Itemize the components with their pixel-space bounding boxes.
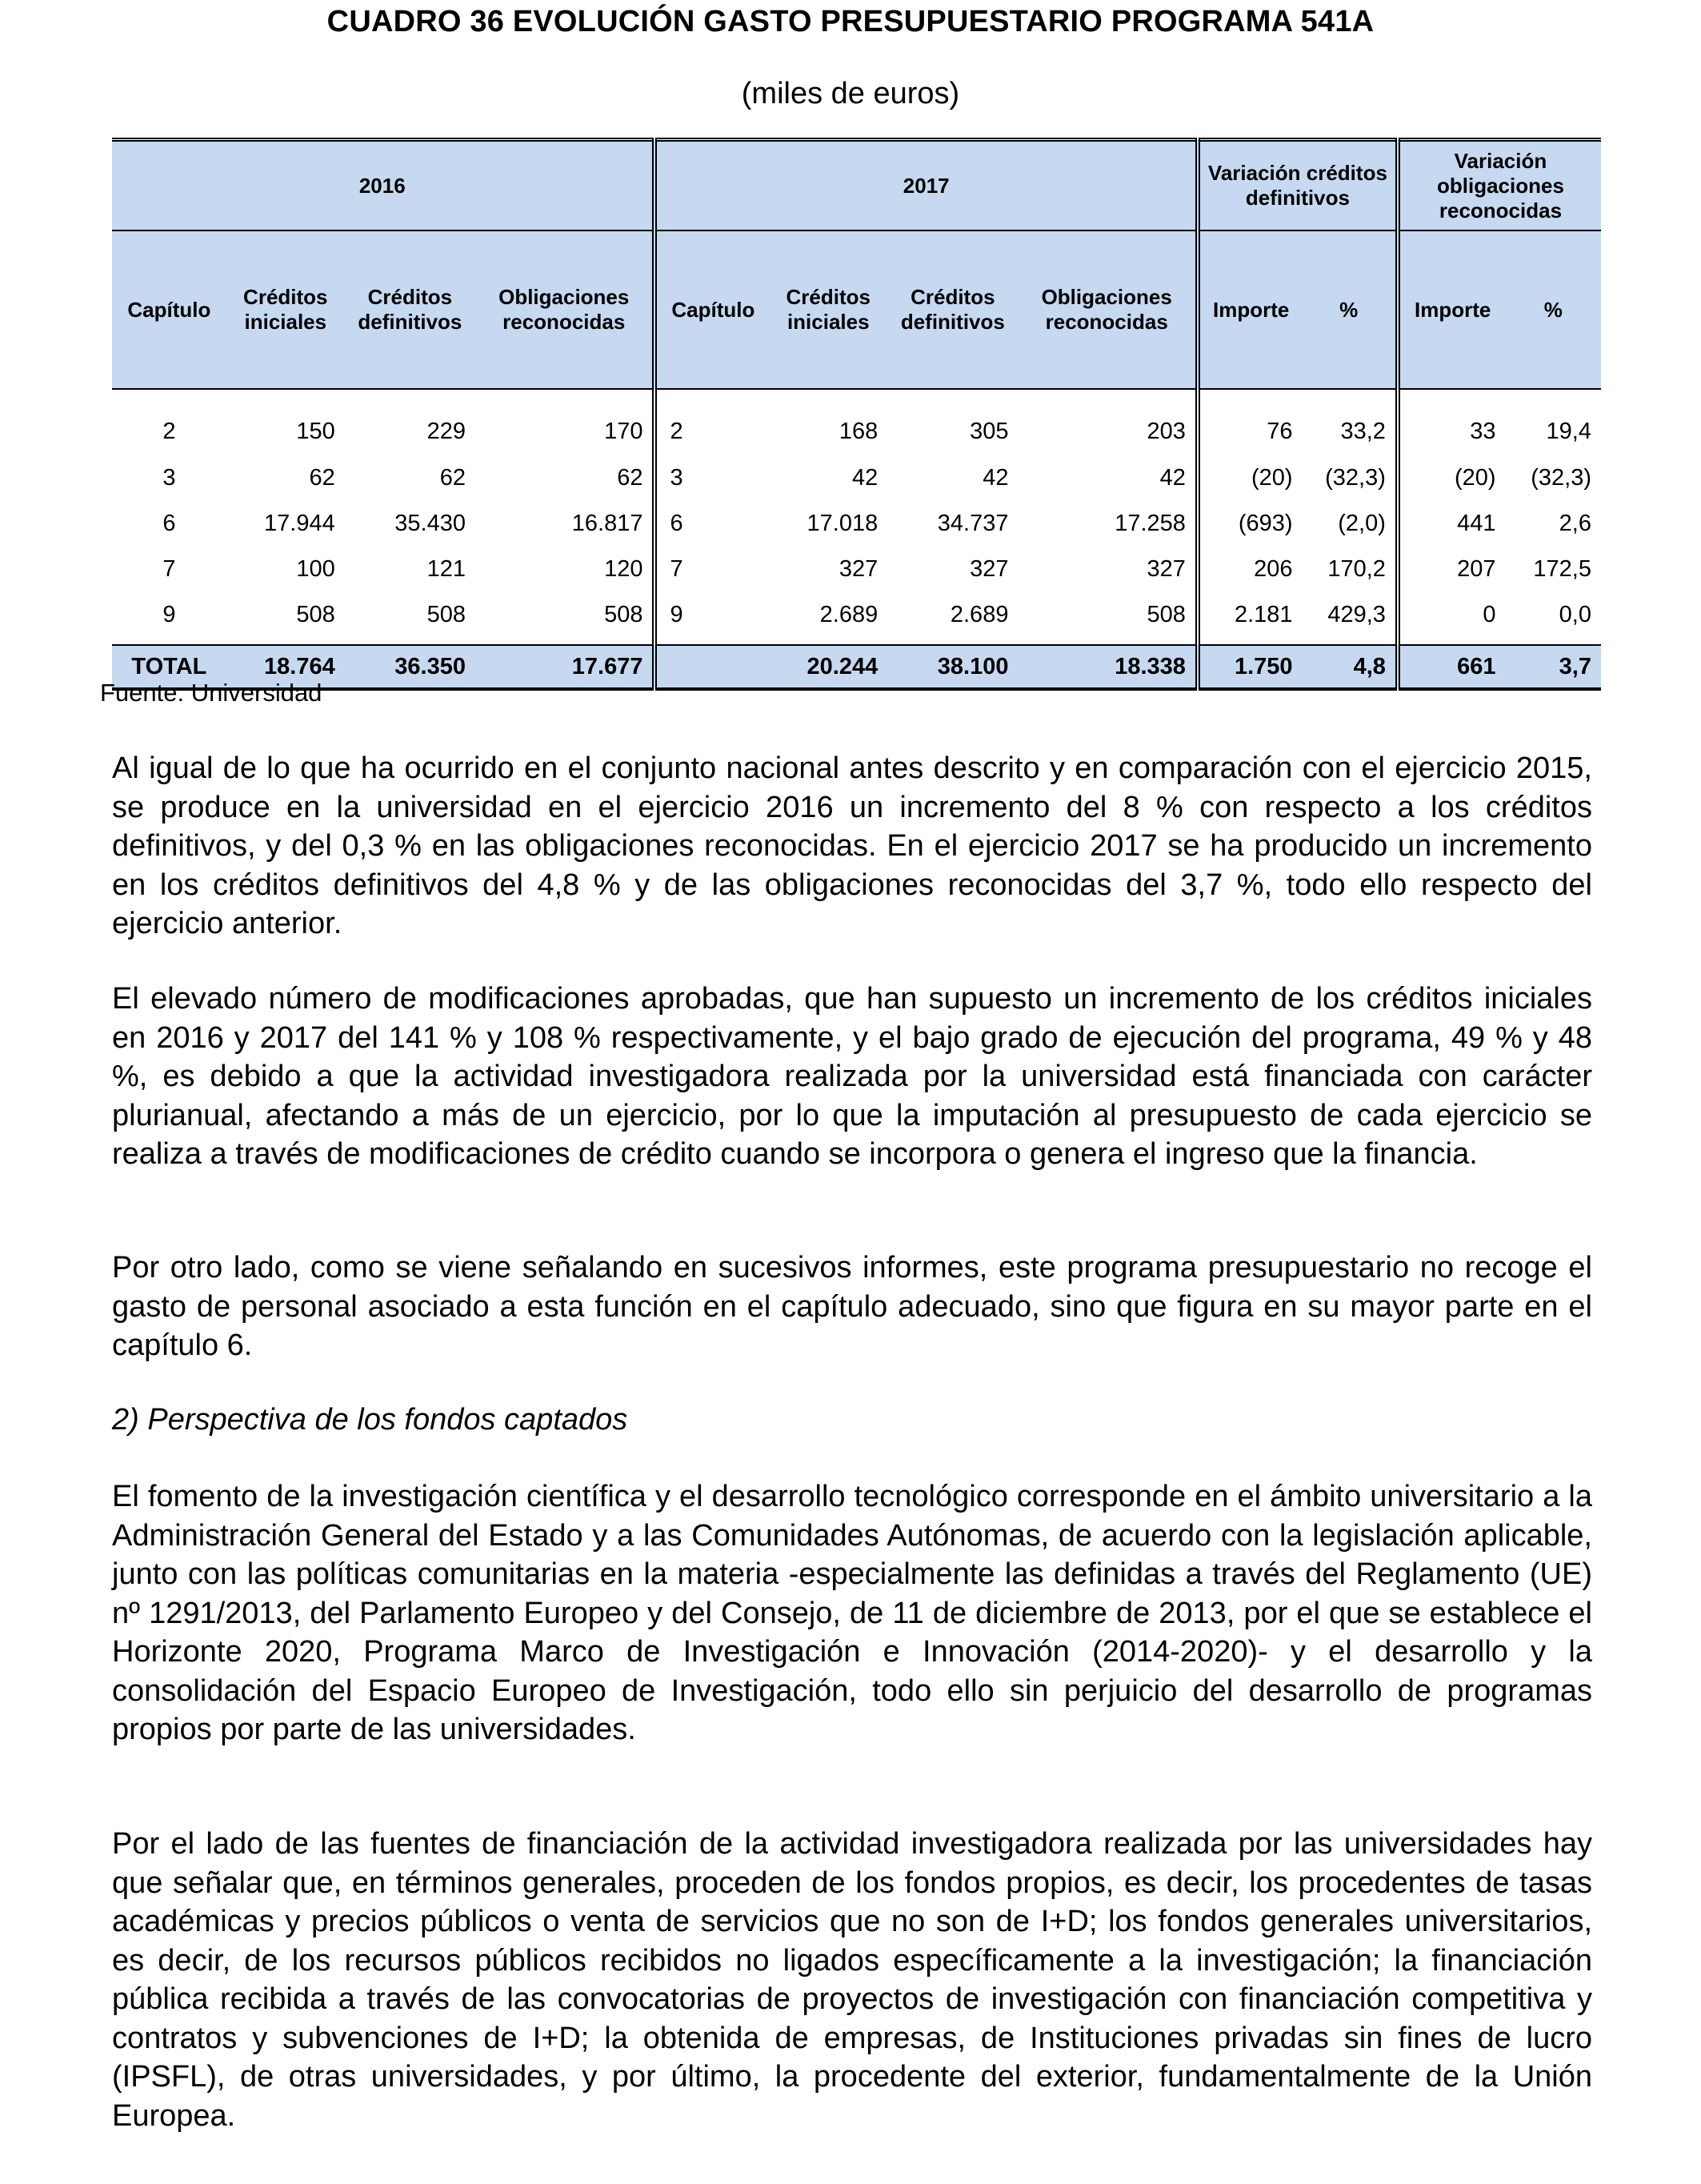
table-cell: 508 xyxy=(1018,592,1197,645)
table-cell: 168 xyxy=(838,418,879,444)
table-row xyxy=(112,501,1601,547)
table-cell: 508 xyxy=(426,602,466,627)
table-cell: 2 xyxy=(162,418,176,444)
table-cell: 100 xyxy=(296,556,335,582)
table-cell: 18.338 xyxy=(1018,645,1197,689)
table-cell: 42 xyxy=(983,465,1009,491)
table-cell: 441 xyxy=(1457,511,1496,536)
table-cell: 170,2 xyxy=(1303,547,1398,592)
col-pct-creditos: % xyxy=(1303,230,1398,389)
table-cell: 508 xyxy=(296,602,335,627)
table-cell: 9 xyxy=(162,602,176,627)
table-cell: 661 xyxy=(1398,645,1506,689)
table-cell: 170 xyxy=(475,389,654,455)
column-header-row xyxy=(112,230,1601,389)
table-cell: 327 xyxy=(970,556,1009,582)
table-row xyxy=(112,592,1601,645)
table-cell: 508 xyxy=(475,592,654,645)
table-cell: 20.244 xyxy=(769,645,887,689)
table-cell: 206 xyxy=(1254,556,1293,582)
header-variacion-obligaciones: Variación obligaciones reconocidas xyxy=(1398,140,1601,231)
table-cell: 0,0 xyxy=(1559,602,1591,627)
table-cell: 17.944 xyxy=(264,511,335,536)
table-cell: 3 xyxy=(162,465,176,491)
table-cell: (32,3) xyxy=(1303,455,1398,501)
table-cell: 2,6 xyxy=(1559,511,1591,536)
paragraph-3: Por otro lado, como se viene señalando en sucesivos informes, este programa presupuestario no recoge el gasto de personal asociado a esta función en el capítulo adecuado, sino que figura en su mayor parte en el capítulo 6. xyxy=(112,1251,1592,1362)
table-cell: 42 xyxy=(851,465,879,491)
table-cell: 3 xyxy=(670,465,683,491)
table-cell: 2.689 xyxy=(950,602,1009,627)
table-cell: 172,5 xyxy=(1533,556,1591,582)
table-cell: 17.018 xyxy=(806,511,879,536)
table-cell: 6 xyxy=(670,511,683,536)
table-cell: 19,4 xyxy=(1546,418,1591,444)
table-cell: 62 xyxy=(475,455,654,501)
table-cell: 76 xyxy=(1267,418,1293,444)
col-creditos-definitivos-2016: Créditos definitivos xyxy=(345,230,475,389)
table-cell: (2,0) xyxy=(1303,501,1398,547)
table-cell: 203 xyxy=(1018,389,1197,455)
table-cell: (20) xyxy=(1251,465,1293,491)
table-cell: 1.750 xyxy=(1198,645,1303,689)
table-cell: 34.737 xyxy=(937,511,1009,536)
table-cell: 3,7 xyxy=(1506,645,1601,689)
total-row xyxy=(112,645,1601,689)
table-body xyxy=(112,389,1601,689)
col-creditos-iniciales-2017: Créditos iniciales xyxy=(769,230,887,389)
col-creditos-definitivos-2017: Créditos definitivos xyxy=(887,230,1018,389)
table-cell xyxy=(654,645,769,689)
table-cell: 429,3 xyxy=(1303,592,1398,645)
group-header-row xyxy=(112,140,1601,231)
table-cell: (693) xyxy=(1238,511,1293,536)
table-cell: 16.817 xyxy=(475,501,654,547)
table-units: (miles de euros) xyxy=(741,77,960,110)
table-cell: 0 xyxy=(1483,602,1496,627)
table-cell: 305 xyxy=(970,418,1009,444)
table-cell: 35.430 xyxy=(394,511,466,536)
col-importe-obligaciones: Importe xyxy=(1398,230,1506,389)
paragraph-1: Al igual de lo que ha ocurrido en el conjunto nacional antes descrito y en comparación con el ejercicio 2015, se produce en la universidad en el ejercicio 2016 un incremento del 8 % con respecto a los créditos definitivos, y del 0,3 % en las obligaciones reconocidas. En el ejercicio 2017 se ha producido un incremento en los créditos definitivos del 4,8 % y de las obligaciones reconocidas del 3,7 %, todo ello respecto del ejercicio anterior. xyxy=(112,751,1592,940)
table-cell: 17.677 xyxy=(475,645,654,689)
col-creditos-iniciales-2016: Créditos iniciales xyxy=(226,230,345,389)
header-variacion-creditos: Variación créditos definitivos xyxy=(1198,140,1398,231)
table-cell: 2 xyxy=(670,418,683,444)
table-cell: 207 xyxy=(1457,556,1496,582)
col-obligaciones-2017: Obligaciones reconocidas xyxy=(1018,230,1197,389)
table-cell: 62 xyxy=(439,465,466,491)
col-capitulo-2016: Capítulo xyxy=(112,230,226,389)
budget-table-container xyxy=(112,138,1601,691)
table-cell: 327 xyxy=(1018,547,1197,592)
table-cell: 6 xyxy=(162,511,176,536)
table-title: CUADRO 36 EVOLUCIÓN GASTO PRESUPUESTARIO PROGRAMA 541A xyxy=(326,5,1375,38)
table-cell: 38.100 xyxy=(887,645,1018,689)
table-row xyxy=(112,389,1601,455)
table-cell: (32,3) xyxy=(1531,465,1591,491)
table-cell: 229 xyxy=(426,418,466,444)
table-cell: 2.689 xyxy=(819,602,879,627)
table-cell: 2.181 xyxy=(1234,602,1293,627)
table-row xyxy=(112,455,1601,501)
table-cell: 33,2 xyxy=(1303,389,1398,455)
col-capitulo-2017: Capítulo xyxy=(654,230,769,389)
header-2017: 2017 xyxy=(654,140,1197,231)
table-cell: TOTAL xyxy=(112,645,226,689)
table-cell: 9 xyxy=(670,602,683,627)
table-cell: 121 xyxy=(426,556,466,582)
header-2016: 2016 xyxy=(112,140,654,231)
col-obligaciones-2016: Obligaciones reconocidas xyxy=(475,230,654,389)
table-cell: 62 xyxy=(309,465,335,491)
paragraph-5: Por el lado de las fuentes de financiación de la actividad investigadora realizada por las universidades hay que señalar que, en términos generales, proceden de los fondos propios, es decir, los procedentes de tasas académicas y precios públicos o venta de servicios que no son de I+D; los fondos generales universitarios, es decir, de los recursos públicos recibidos no ligados específicamente a la investigación; la financiación pública recibida a través de las convocatorias de proyectos de investigación con financiación competitiva y contratos y subvenciones de I+D; la obtenida de empresas, de Instituciones privadas sin fines de lucro (IPSFL), de otras universidades, y por último, la procedente del exterior, fundamentalmente de la Unión Europea. xyxy=(112,1827,1592,2133)
table-cell: 327 xyxy=(838,556,879,582)
table-cell: 42 xyxy=(1018,455,1197,501)
table-row xyxy=(112,547,1601,592)
paragraph-2: El elevado número de modificaciones aprobadas, que han supuesto un incremento de los créditos iniciales en 2016 y 2017 del 141 % y 108 % respectivamente, y el bajo grado de ejecución del programa, 49 % y 48 %, es debido a que la actividad investigadora realizada por la universidad está financiada con carácter plurianual, afectando a más de un ejercicio, por lo que la imputación al presupuesto de cada ejercicio se realiza a través de modificaciones de crédito cuando se incorpora o genera el ingreso que la financia. xyxy=(112,982,1592,1171)
table-cell: 150 xyxy=(296,418,335,444)
table-cell: (20) xyxy=(1454,465,1496,491)
table-cell: 33 xyxy=(1470,418,1496,444)
table-cell: 18.764 xyxy=(226,645,345,689)
table-cell: 7 xyxy=(670,556,683,582)
paragraph-4: El fomento de la investigación científica y el desarrollo tecnológico corresponde en el ámbito universitario a la Administración General del Estado y a las Comunidades Autónomas, de acuerdo con la legislación aplicable, junto con las políticas comunitarias en la materia -especialmente las definidas a través del Reglamento (UE) nº 1291/2013, del Parlamento Europeo y del Consejo, de 11 de diciembre de 2013, por el que se establece el Horizonte 2020, Programa Marco de Investigación e Innovación (2014-2020)- y el desarrollo y la consolidación del Espacio Europeo de Investigación, todo ello sin perjuicio del desarrollo de programas propios por parte de las universidades. xyxy=(112,1480,1592,1746)
col-importe-creditos: Importe xyxy=(1198,230,1303,389)
section-heading: 2) Perspectiva de los fondos captados xyxy=(112,1403,628,1437)
budget-table xyxy=(112,138,1601,691)
table-cell: 17.258 xyxy=(1018,501,1197,547)
table-cell: 4,8 xyxy=(1303,645,1398,689)
table-cell: 120 xyxy=(475,547,654,592)
source-note: Fuente: Universidad xyxy=(100,679,322,707)
col-pct-obligaciones: % xyxy=(1506,230,1601,389)
table-cell: 36.350 xyxy=(345,645,475,689)
table-cell: 7 xyxy=(162,556,176,582)
